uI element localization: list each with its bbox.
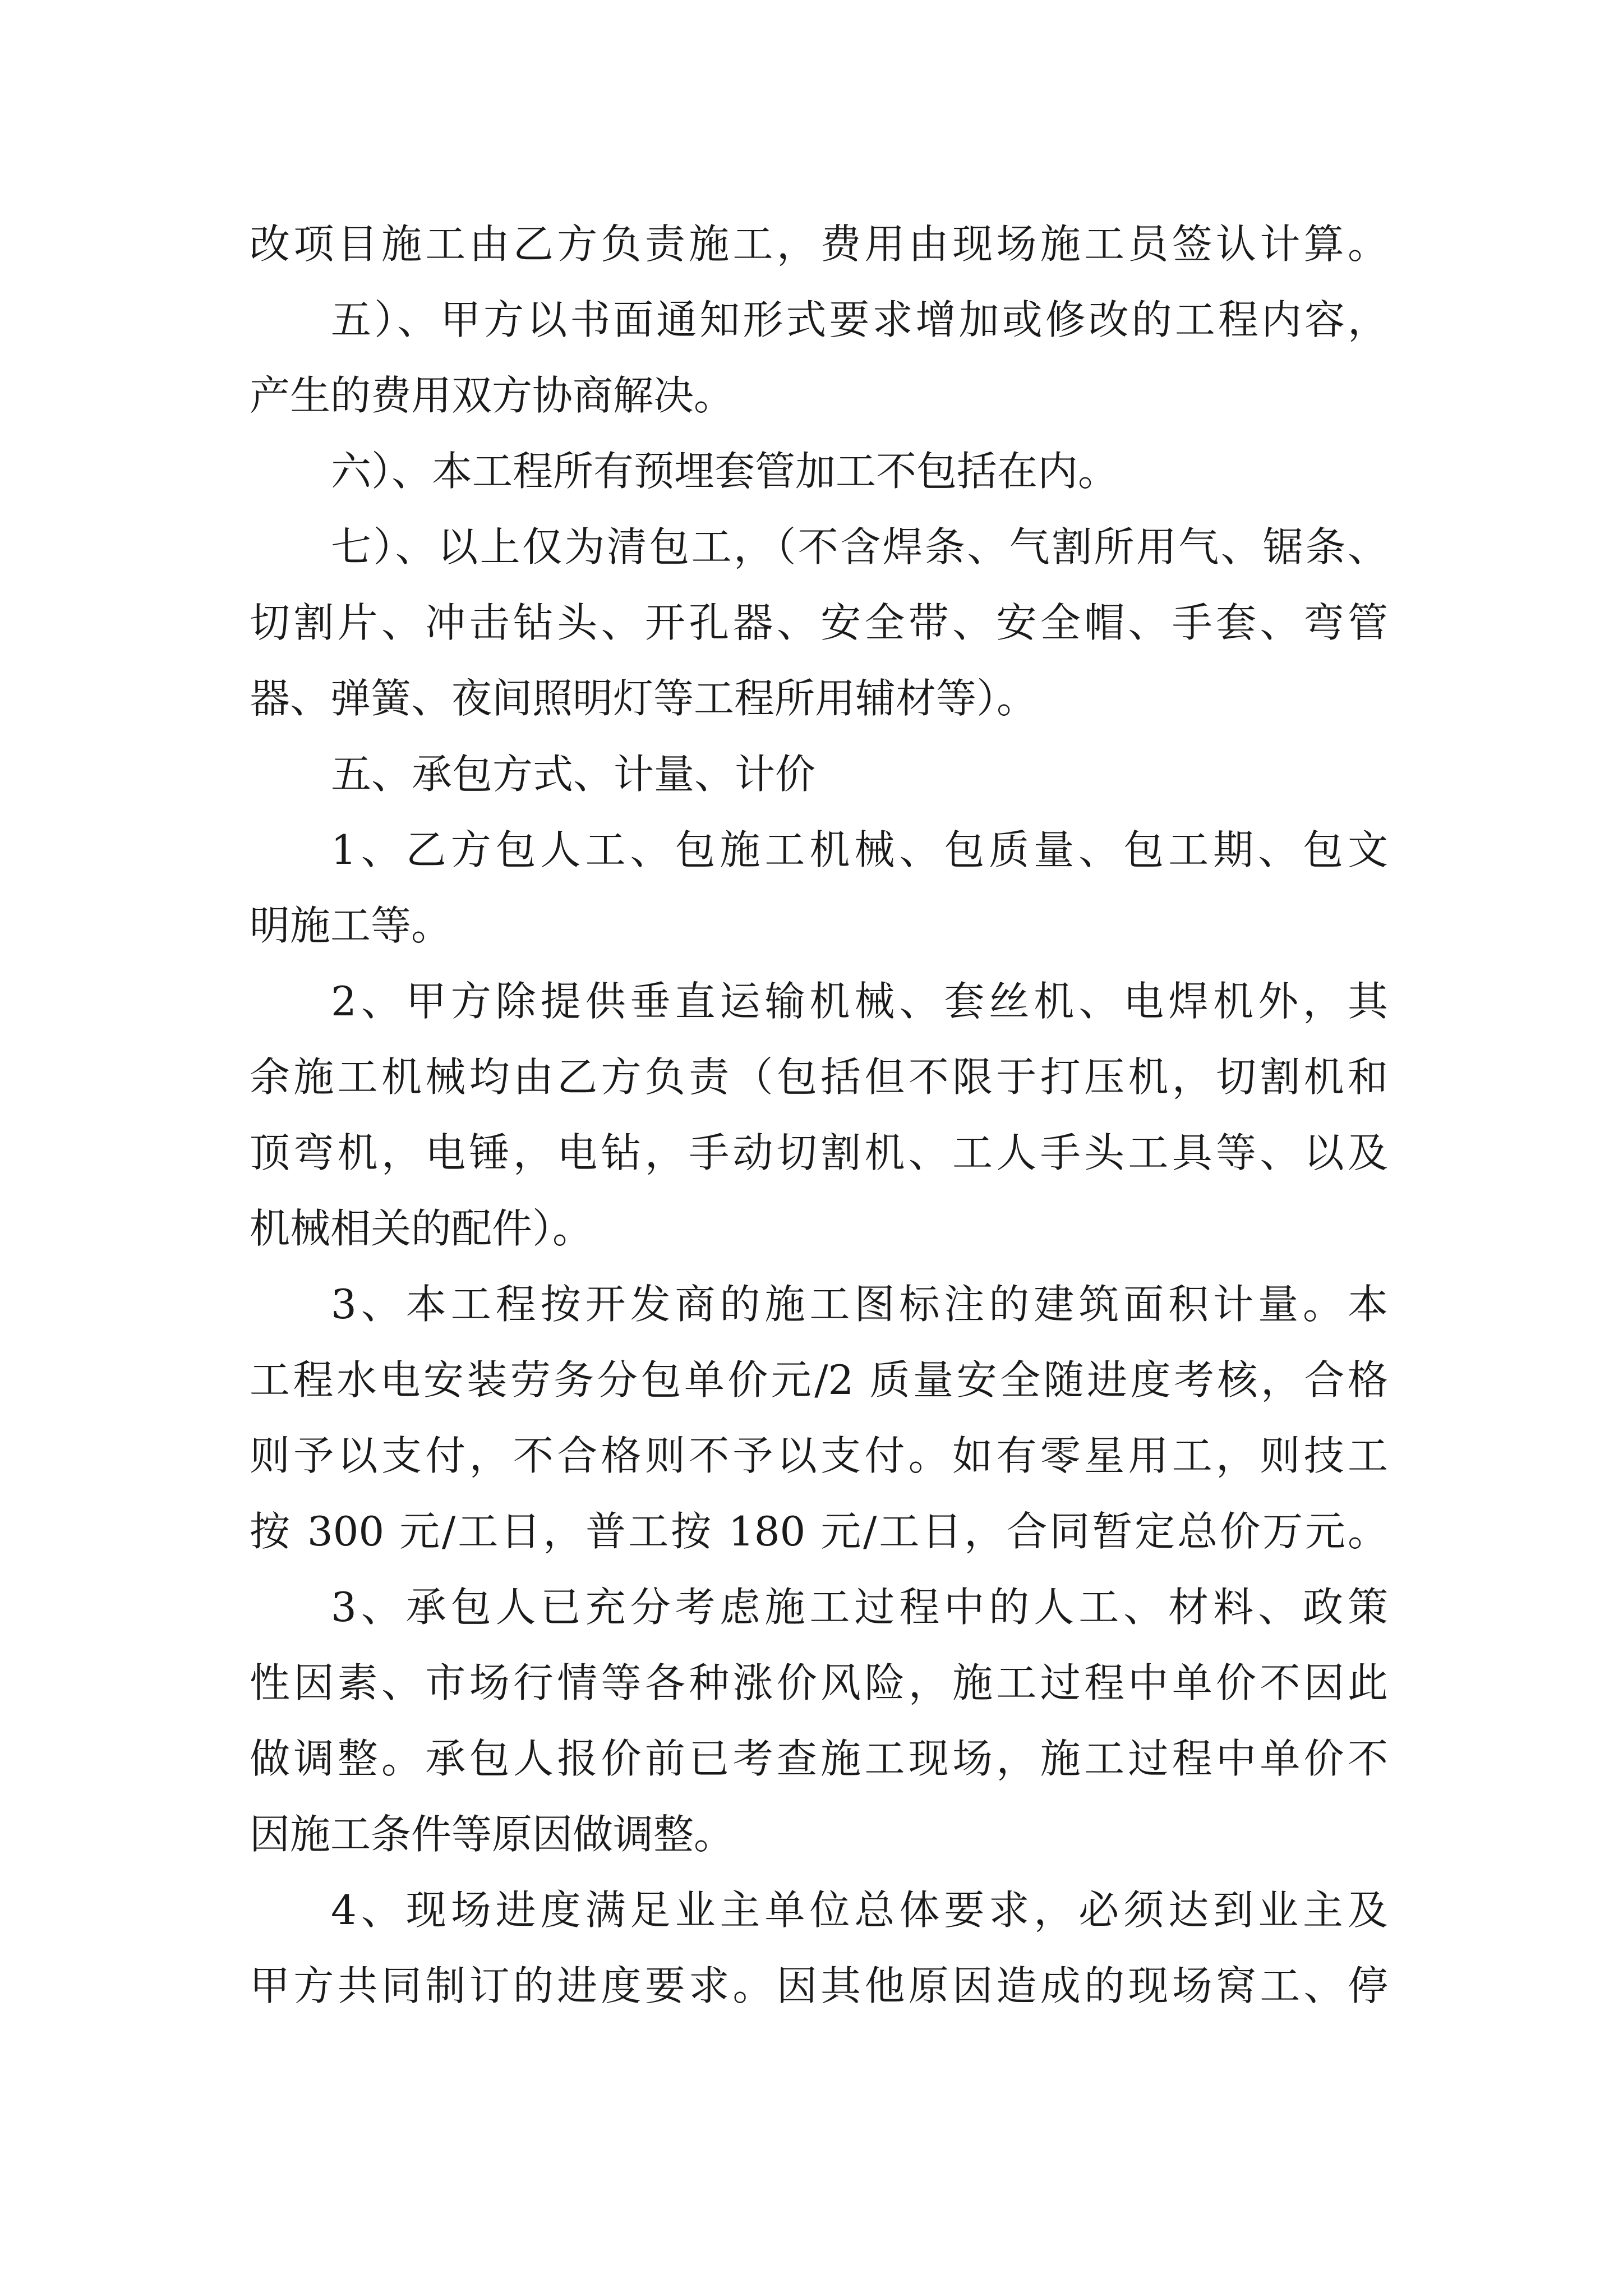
text-line: 顶弯机，电锤，电钻，手动切割机、工人手头工具等、以及: [250, 1129, 1388, 1176]
text-line: 4、现场进度满足业主单位总体要求，必须达到业主及: [331, 1887, 1388, 1934]
text-line: 切割片、冲击钻头、开孔器、安全带、安全帽、手套、弯管: [250, 599, 1388, 646]
text-line: 按 300 元/工日，普工按 180 元/工日，合同暂定总价万元。: [250, 1508, 1388, 1555]
text-line: 甲方共同制订的进度要求。因其他原因造成的现场窝工、停: [250, 1962, 1388, 2009]
text-line: 因施工条件等原因做调整。: [250, 1811, 735, 1858]
text-line: 则予以支付，不合格则不予以支付。如有零星用工，则技工: [250, 1432, 1388, 1479]
text-line: 七）、以上仅为清包工，（不含焊条、气割所用气、锯条、: [331, 523, 1388, 570]
text-line: 五）、甲方以书面通知形式要求增加或修改的工程内容，: [331, 296, 1388, 343]
text-line: 3、承包人已充分考虑施工过程中的人工、材料、政策: [331, 1584, 1388, 1631]
text-line: 器、弹簧、夜间照明灯等工程所用辅材等）。: [250, 675, 1038, 722]
text-line: 产生的费用双方协商解决。: [250, 372, 735, 419]
text-line: 六）、本工程所有预埋套管加工不包括在内。: [331, 448, 1119, 495]
text-line: 改项目施工由乙方负责施工，费用由现场施工员签认计算。: [250, 220, 1388, 268]
text-line: 余施工机械均由乙方负责（包括但不限于打压机，切割机和: [250, 1053, 1388, 1101]
text-line: 明施工等。: [250, 902, 452, 949]
text-line: 1、乙方包人工、包施工机械、包质量、包工期、包文: [331, 826, 1388, 873]
text-line: 2、甲方除提供垂直运输机械、套丝机、电焊机外，其: [331, 978, 1388, 1025]
text-line: 工程水电安装劳务分包单价元/2 质量安全随进度考核，合格: [250, 1356, 1388, 1404]
text-line: 机械相关的配件）。: [250, 1205, 593, 1252]
section-heading: 五、承包方式、计量、计价: [331, 751, 816, 798]
text-line: 性因素、市场行情等各种涨价风险，施工过程中单价不因此: [250, 1659, 1388, 1706]
text-line: 3、本工程按开发商的施工图标注的建筑面积计量。本: [331, 1281, 1388, 1328]
text-line: 做调整。承包人报价前已考查施工现场，施工过程中单价不: [250, 1735, 1388, 1782]
